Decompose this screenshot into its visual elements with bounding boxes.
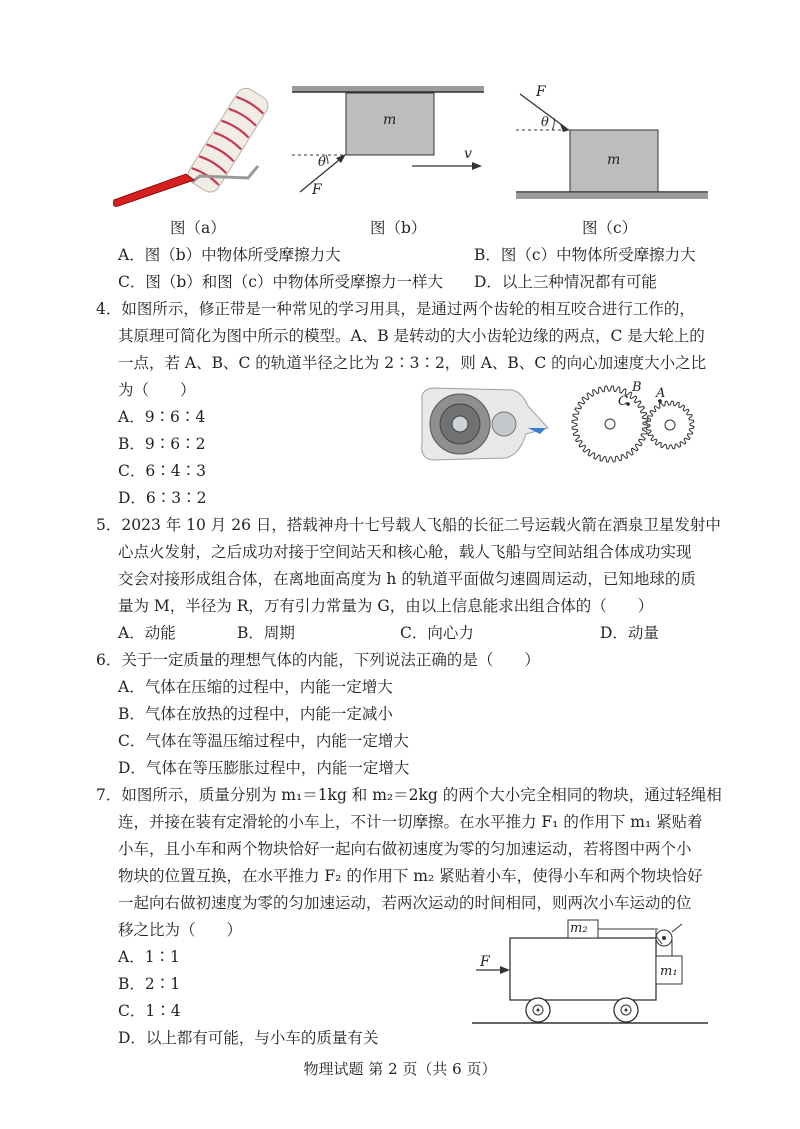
q3-option-c: C．图（b）和图（c）中物体所受摩擦力一样大 xyxy=(118,273,443,291)
q7-stem-line5: 一起向右做初速度为零的匀加速运动，若两次运动的时间相同，则两次小车运动的位 xyxy=(118,894,692,912)
caption-figure-b: 图（b） xyxy=(370,219,427,237)
q7-option-d: D．以上都有可能，与小车的质量有关 xyxy=(118,1029,379,1047)
caption-figure-c: 图（c） xyxy=(582,219,638,237)
q4-stem-line2: 其原理可简化为图中所示的模型。A、B 是转动的大小齿轮边缘的两点，C 是大轮上的 xyxy=(118,327,705,345)
q4-option-a: A．9∶6∶4 xyxy=(118,408,206,426)
q5-stem-line1: 5．2023 年 10 月 26 日，搭载神舟十七号载人飞船的长征二号运载火箭在酒泉卫星发射中 xyxy=(96,516,721,534)
figure-b-theta-label: θ xyxy=(318,155,326,170)
q5-stem-line4: 量为 M，半径为 R，万有引力常量为 G，由以上信息能求出组合体的（ ） xyxy=(118,597,654,615)
paint-roller-figure xyxy=(108,96,278,216)
correction-tape-image xyxy=(416,384,552,464)
cart-m2-label: m₂ xyxy=(570,921,588,936)
figure-c-force-label: F xyxy=(536,84,546,100)
figure-c-diagram xyxy=(516,90,716,202)
page-footer: 物理试题 第 2 页（共 6 页） xyxy=(303,1060,497,1078)
figure-b-force-label: F xyxy=(312,182,322,198)
q7-stem-line4: 物块的位置互换，在水平推力 F₂ 的作用下 m₂ 紧贴着小车，使得小车和两个物块恰好 xyxy=(118,867,703,885)
q3-option-b: B．图（c）中物体所受摩擦力大 xyxy=(474,246,696,264)
q7-stem-line1: 7．如图所示，质量分别为 m₁＝1kg 和 m₂＝2kg 的两个大小完全相同的物块，通过轻绳相 xyxy=(96,786,722,804)
q7-stem-line2: 连，并接在装有定滑轮的小车上，不计一切摩擦。在水平推力 F₁ 的作用下 m₁ 紧贴着 xyxy=(118,813,703,831)
figure-c-theta-label: θ xyxy=(541,115,549,130)
figure-b-diagram xyxy=(292,86,492,206)
figure-b-mass-label: m xyxy=(383,112,397,128)
cart-force-label: F xyxy=(480,954,490,970)
q7-option-a: A．1∶1 xyxy=(118,948,180,966)
q4-option-b: B．9∶6∶2 xyxy=(118,435,206,453)
q7-option-c: C．1∶4 xyxy=(118,1002,181,1020)
gear-label-a: A xyxy=(656,386,666,401)
q7-stem-line6: 移之比为（ ） xyxy=(118,921,243,939)
q7-option-b: B．2∶1 xyxy=(118,975,181,993)
q4-option-c: C．6∶4∶3 xyxy=(118,462,206,480)
gears-diagram xyxy=(556,384,702,464)
q4-stem-line1: 4．如图所示，修正带是一种常见的学习用具，是通过两个齿轮的相互咬合进行工作的， xyxy=(96,300,695,318)
q5-stem-line2: 心点火发射，之后成功对接于空间站天和核心舱，载人飞船与空间站组合体成功实现 xyxy=(118,543,692,561)
gear-label-c: C xyxy=(618,394,628,409)
figure-c-mass-label: m xyxy=(607,152,621,168)
q5-option-a: A．动能 xyxy=(118,624,176,642)
q4-option-d: D．6∶3∶2 xyxy=(118,489,207,507)
cart-m1-label: m₁ xyxy=(660,964,678,979)
q5-stem-line3: 交会对接形成组合体，在离地面高度为 h 的轨道平面做匀速圆周运动，已知地球的质 xyxy=(118,570,696,588)
q6-option-d: D．气体在等压膨胀过程中，内能一定增大 xyxy=(118,759,410,777)
q6-option-b: B．气体在放热的过程中，内能一定减小 xyxy=(118,705,393,723)
q3-option-a: A．图（b）中物体所受摩擦力大 xyxy=(118,246,341,264)
figure-b-velocity-label: v xyxy=(464,146,472,162)
q4-stem-line3: 一点，若 A、B、C 的轨道半径之比为 2∶3∶2，则 A、B、C 的向心加速度大小之比 xyxy=(118,354,707,372)
q6-option-c: C．气体在等温压缩过程中，内能一定增大 xyxy=(118,732,409,750)
q5-option-b: B．周期 xyxy=(237,624,295,642)
q4-stem-line4: 为（ ） xyxy=(118,381,196,399)
q3-option-d: D．以上三种情况都有可能 xyxy=(474,273,657,291)
gear-label-b: B xyxy=(632,380,642,395)
q6-stem: 6．关于一定质量的理想气体的内能，下列说法正确的是（ ） xyxy=(96,651,540,669)
q5-option-d: D．动量 xyxy=(600,624,659,642)
caption-figure-a: 图（a） xyxy=(170,219,226,237)
q6-option-a: A．气体在压缩的过程中，内能一定增大 xyxy=(118,678,393,696)
q5-option-c: C．向心力 xyxy=(400,624,474,642)
q7-stem-line3: 小车，且小车和两个物块恰好一起向右做初速度为零的匀加速运动，若将图中两个小 xyxy=(118,840,692,858)
